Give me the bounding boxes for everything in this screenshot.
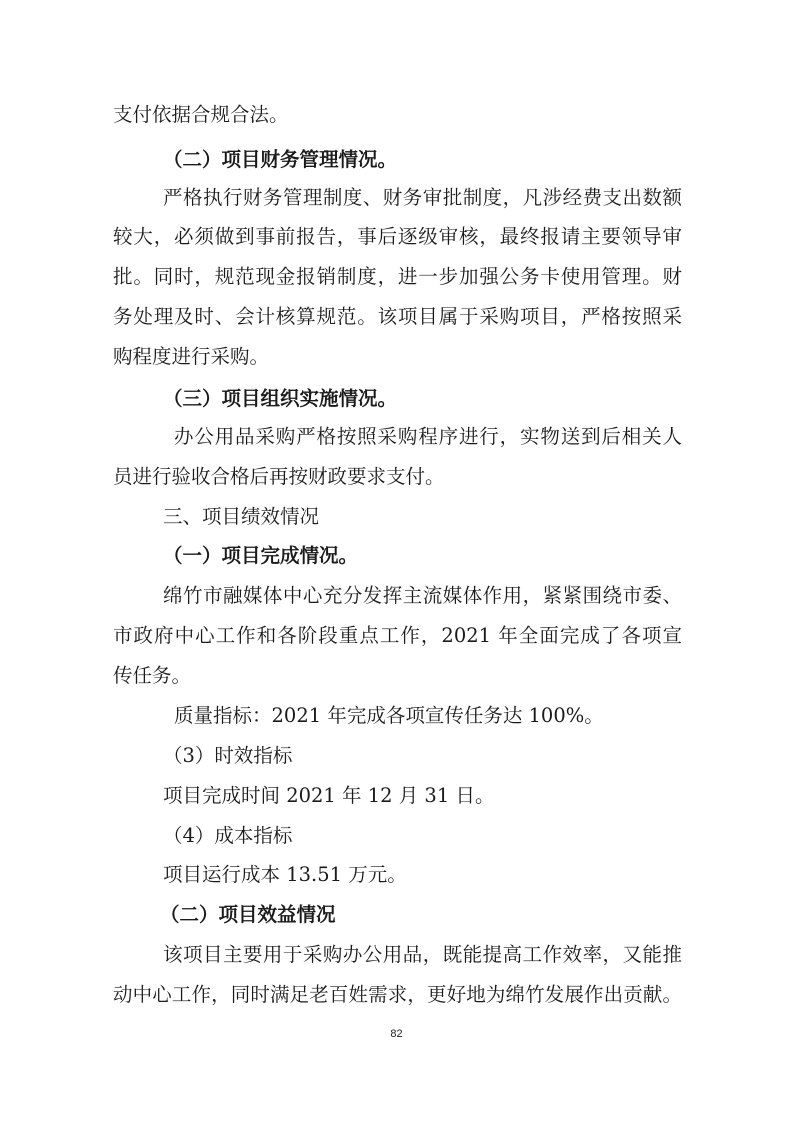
body-text-line: 动中心工作，同时满足老百姓需求，更好地为绵竹发展作出贡献。	[113, 983, 682, 1006]
body-text-line: 批。同时，规范现金报销制度，进一步加强公务卡使用管理。财	[113, 265, 682, 288]
body-text-line: 该项目主要用于采购办公用品，既能提高工作效率，又能推	[163, 943, 682, 966]
section-heading: （三）项目组织实施情况。	[163, 387, 398, 410]
body-text-line: 质量指标：2021 年完成各项宣传任务达 100%。	[174, 704, 604, 727]
body-text-line: 员进行验收合格后再按财政要求支付。	[113, 465, 445, 488]
body-text-line: 支付依据合规合法。	[113, 103, 289, 126]
page-number: 82	[390, 1028, 403, 1040]
section-heading: （二）项目财务管理情况。	[163, 148, 398, 171]
body-text-line: 严格执行财务管理制度、财务审批制度，凡涉经费支出数额	[163, 186, 682, 209]
body-text-line: 项目运行成本 13.51 万元。	[163, 863, 407, 886]
section-heading: （一）项目完成情况。	[163, 544, 359, 567]
body-text-line: 传任务。	[113, 664, 192, 687]
body-text-line: （4）成本指标	[163, 824, 293, 847]
body-text-line: 办公用品采购严格按照采购程序进行，实物送到后相关人	[174, 425, 682, 448]
body-text-line: 项目完成时间 2021 年 12 月 31 日。	[163, 784, 495, 807]
body-text-line: 购程度进行采购。	[113, 345, 270, 368]
body-text-line: （3）时效指标	[163, 744, 293, 767]
body-text-line: 较大，必须做到事前报告，事后逐级审核，最终报请主要领导审	[113, 225, 682, 248]
body-text-line: 务处理及时、会计核算规范。该项目属于采购项目，严格按照采	[113, 305, 682, 328]
section-heading-plain: 三、项目绩效情况	[163, 505, 320, 528]
body-text-line: 绵竹市融媒体中心充分发挥主流媒体作用，紧紧围绕市委、	[163, 584, 682, 607]
section-heading: （二）项目效益情况	[160, 903, 336, 926]
body-text-line: 市政府中心工作和各阶段重点工作，2021 年全面完成了各项宣	[113, 624, 682, 647]
